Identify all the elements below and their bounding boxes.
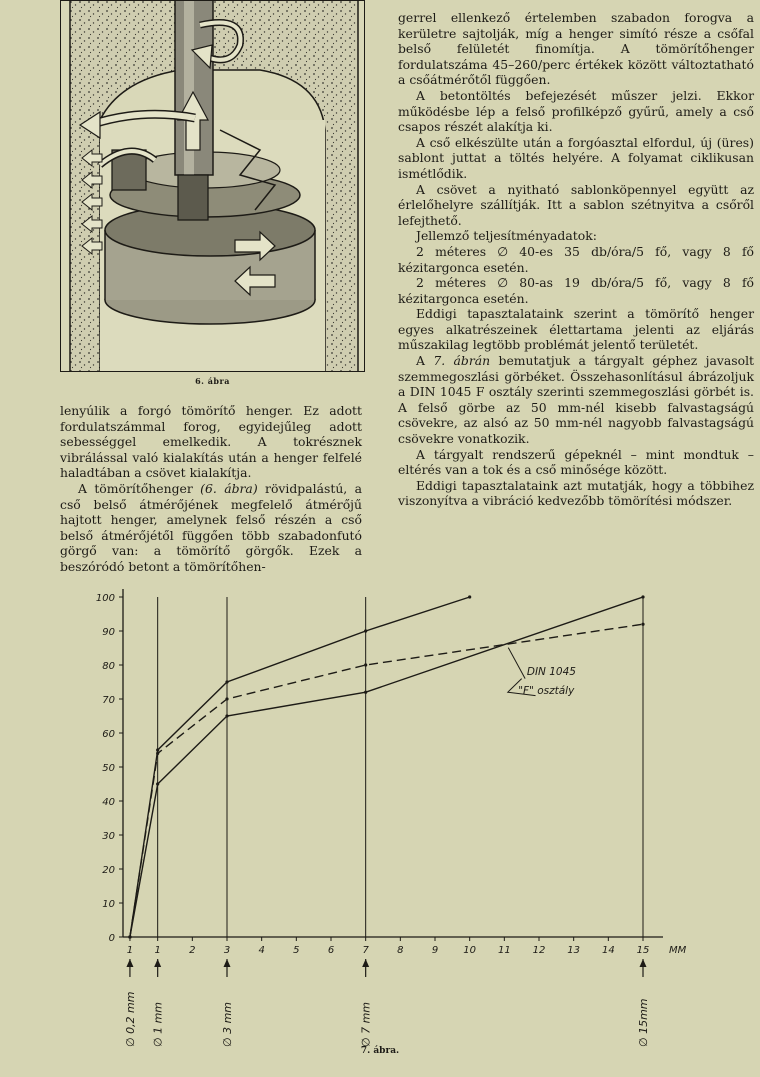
diameter-marker: ∅ 7 mm [359, 1001, 373, 1047]
figure-reference: (6. ábra) [200, 480, 258, 496]
paragraph: A tárgyalt rendszerű gépeknél – mint mondtuk – eltérés van a tok és a cső minősége között. [398, 446, 754, 478]
annotation-line-2: "F" osztály [518, 684, 575, 697]
x-tick-label: 2 [189, 945, 196, 956]
text-run: A [416, 353, 434, 369]
x-tick-label: 4 [258, 945, 265, 956]
annotation-line-1: DIN 1045 [526, 666, 576, 679]
x-tick-label: 5 [293, 945, 300, 956]
figure-6-caption: 6. ábra [195, 376, 230, 386]
paragraph: 2 méteres ∅ 80-as 19 db/óra/5 fő, vagy 8 fő kézitargonca esetén. [398, 275, 754, 306]
y-tick-label: 50 [102, 763, 115, 774]
x-tick-label: 15 [636, 945, 650, 956]
data-point [641, 623, 644, 626]
data-point [364, 691, 367, 694]
diameter-marker: ∅ 3 mm [221, 1001, 234, 1047]
y-tick-label: 100 [95, 593, 115, 604]
x-tick-label: 9 [431, 945, 439, 956]
x-tick-label: 11 [497, 945, 511, 956]
x-tick-label: 8 [397, 945, 404, 956]
marker-arrowhead [362, 959, 369, 967]
paragraph [398, 353, 754, 447]
data-point [641, 595, 644, 598]
data-point [225, 680, 228, 683]
paragraph: lenyúlik a forgó tömörítő henger. Ez adott fordulatszámmal forog, egyidejűleg adott sebességgel emelkedik. A tokrésznek vibrálással való kialakítás után a henger felfelé haladtában a csövet kialakítja. [60, 403, 362, 481]
paragraph: A betontöltés befejezését műszer jelzi. Ekkor működésbe lép a felső profilképző gyűrű, amely a cső csapos részét alakítja ki. [398, 87, 754, 135]
compaction-cylinder-drawing [60, 0, 365, 372]
series-line [130, 597, 470, 937]
paragraph: A csövet a nyitható sablonköpennyel együtt az érlelőhelyre szállítják. Itt a sablon szétnyitva a csőről lefejthető. [398, 181, 754, 228]
x-tick-label: 7 [362, 945, 369, 956]
x-tick-label: 10 [463, 945, 477, 956]
x-tick-label: 12 [532, 945, 546, 956]
y-tick-label: 20 [102, 865, 115, 876]
data-point [364, 663, 367, 666]
paragraph: gerrel ellenkező értelemben szabadon forogva a kerületre sajtolják, míg a henger simító része a csőfal belső felületét finomítja. A tömörítőhenger fordulatszáma 45–260/perc értékek között változtatható a csőátmérőtől függően. [398, 10, 754, 88]
diameter-marker: ∅ 0,2 mm [123, 991, 137, 1047]
data-point [156, 782, 159, 785]
marker-arrowhead [640, 959, 647, 967]
y-tick-label: 90 [102, 627, 115, 638]
text-run: bemutatjuk a tárgyalt géphez javasolt szemmegoszlási görbéket. Összehasonlításul ábrázoljuk a DIN 1045 F osztály szerinti szemmegoszlási görbét is. A felső görbe az 50 mm-nél kisebb falvastagságú csövekre, az alsó az 50 mm-nél nagyobb falvastagságú csövekre vonatkozik. [398, 353, 755, 447]
paragraph: 2 méteres ∅ 40-es 35 db/óra/5 fő, vagy 8 fő kézitargonca esetén. [398, 243, 754, 275]
y-tick-label: 0 [108, 933, 115, 944]
figure-6-illustration [60, 0, 365, 372]
right-text-column [398, 10, 754, 509]
x-tick-label: 1 [126, 945, 134, 956]
x-tick-label: 14 [601, 945, 615, 956]
data-point [225, 714, 228, 717]
x-tick-label: 1 [154, 945, 161, 956]
x-tick-label: 6 [327, 945, 335, 956]
marker-arrowhead [126, 959, 133, 967]
x-axis-unit-label: MM [669, 945, 687, 956]
data-point [364, 629, 367, 632]
paragraph: A cső elkészülte után a forgóasztal elfordul, új (üres) sablont juttat a töltés helyére. A folyamat ciklikusan ismétlődik. [398, 134, 754, 181]
data-point [128, 935, 131, 938]
paragraph [60, 481, 362, 575]
series-line [130, 597, 643, 937]
x-tick-label: 13 [567, 945, 581, 956]
y-tick-label: 30 [102, 831, 115, 842]
left-text-column [60, 403, 362, 575]
paragraph: Eddigi tapasztalataink azt mutatják, hogy a többihez viszonyítva a vibráció kedvezőbb tömörítési módszer. [398, 477, 754, 509]
text-run: rövidpalástú, a cső belső átmérőjének megfelelő átmérőjű hajtott henger, amelynek felső részén a cső belső átmérőjétől függően több szabadonfutó görgő van: a tömörítő görgők. Ezek a beszóródó betont a tömörítőhen- [60, 480, 362, 574]
data-point [468, 595, 471, 598]
paragraph: Jellemző teljesítményadatok: [416, 228, 597, 244]
grading-curve-chart [0, 572, 760, 1047]
figure-7-caption: 7. ábra. [360, 1046, 400, 1056]
y-tick-label: 60 [102, 729, 115, 740]
y-tick-label: 70 [102, 695, 115, 706]
y-tick-label: 40 [102, 797, 115, 808]
data-point [156, 752, 159, 755]
data-point [156, 748, 159, 751]
marker-arrowhead [224, 959, 231, 967]
y-tick-label: 80 [102, 661, 115, 672]
y-tick-label: 10 [102, 899, 115, 910]
figure-reference: 7. ábrán [433, 353, 491, 369]
annotation-leader [508, 648, 525, 679]
figure-7-chart [0, 572, 760, 1062]
diameter-marker: ∅ 15mm [637, 998, 650, 1047]
x-tick-label: 3 [223, 945, 231, 956]
marker-arrowhead [154, 959, 161, 967]
text-run: A tömörítőhenger [78, 480, 201, 496]
paragraph: Eddigi tapasztalataink szerint a tömörítő henger egyes alkatrészeinek élettartama jelenti az eljárás műszakilag legtöbb problémát jelentő területét. [398, 306, 754, 353]
data-point [225, 697, 228, 700]
diameter-marker: ∅ 1 mm [151, 1001, 165, 1047]
